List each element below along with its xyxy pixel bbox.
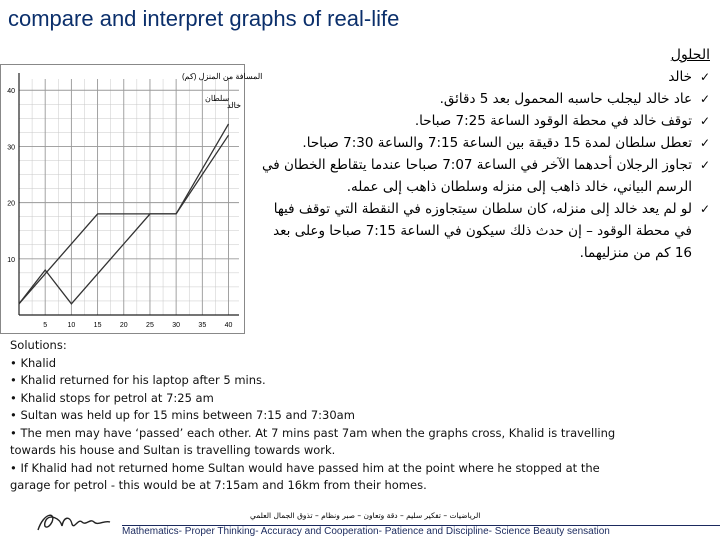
solution-line: • The men may have ‘passed’ each other. At 7 mins past 7am when the graphs cross, Khalid is travelling: [10, 425, 616, 440]
checkmark-icon: ✓: [699, 70, 710, 84]
x-tick-label: 35: [198, 322, 207, 329]
x-tick-label: 25: [146, 322, 154, 329]
x-tick-label: 5: [43, 322, 48, 329]
arabic-item: ✓ خالد: [260, 66, 710, 88]
solution-line: • If Khalid had not returned home Sultan would have passed him at the point where he stopped at the: [10, 460, 600, 475]
checkmark-icon: ✓: [699, 136, 710, 150]
footer-arabic: الرياضيات – تفكير سليم – دقة وتعاون – صبر ونظام – تذوق الجمال العلمي: [250, 511, 481, 520]
arabic-solutions: [260, 44, 710, 264]
footer-english: Mathematics- Proper Thinking- Accuracy and Cooperation- Patience and Discipline- Science Beauty sensation: [122, 525, 720, 537]
arabic-item: ✓ عاد خالد ليجلب حاسبه المحمول بعد 5 دقائق.: [260, 88, 710, 110]
series-label-khalid: خالد: [227, 101, 242, 110]
x-tick-label: 40: [224, 322, 233, 329]
solution-line: garage for petrol - this would be at 7:15am and 16km from their homes.: [10, 478, 427, 492]
checkmark-icon: ✓: [699, 92, 710, 106]
solution-line: • Khalid stops for petrol at 7:25 am: [10, 390, 214, 405]
arabic-item: ✓ لو لم يعد خالد إلى منزله، كان سلطان سيتجاوزه في النقطة التي توقف فيها في محطة الوقود – إن حدث ذلك سيكون في الساعة 7:15 صباحا وعلى بعد 16 كم من منزليهما.: [260, 198, 710, 264]
checkmark-icon: ✓: [699, 114, 710, 128]
arabic-item: ✓ توقف خالد في محطة الوقود الساعة 7:25 صباحا.: [260, 110, 710, 132]
arabic-item: ✓ تعطل سلطان لمدة 15 دقيقة بين الساعة 7:15 والساعة 7:30 صباحا.: [260, 132, 710, 154]
solution-line: Solutions:: [10, 338, 67, 352]
x-tick-label: 30: [172, 322, 181, 329]
graph-svg: [1, 65, 246, 335]
y-tick-label: 20: [7, 200, 15, 208]
x-tick-label: 10: [67, 322, 76, 329]
arabic-item: ✓ تجاوز الرجلان أحدهما الآخر في الساعة 7:07 صباحا عندما يتقاطع الخطان في الرسم البياني، خالد ذاهب إلى منزله وسلطان ذاهب إلى عمله.: [260, 154, 710, 198]
x-tick-label: 15: [93, 322, 102, 329]
checkmark-icon: ✓: [699, 202, 710, 216]
english-solutions: [10, 337, 710, 495]
signature-logo: [34, 508, 114, 536]
y-tick-label: 10: [7, 256, 15, 264]
distance-time-graph: [0, 64, 245, 334]
series-label-sultan: سلطان: [205, 94, 230, 103]
y-tick-label: 30: [7, 144, 15, 152]
solution-line: • Sultan was held up for 15 mins between 7:15 and 7:30am: [10, 408, 355, 422]
solution-line: • Khalid: [10, 355, 57, 370]
solution-line: • Khalid returned for his laptop after 5 mins.: [10, 373, 266, 387]
solution-line: towards his house and Sultan is travelling towards work.: [10, 443, 336, 457]
x-tick-label: 20: [119, 322, 128, 329]
checkmark-icon: ✓: [699, 158, 710, 172]
arabic-heading: الحلول: [670, 47, 710, 63]
page-title: compare and interpret graphs of real-life: [8, 6, 400, 31]
graph-axis-title: المسافة من المنزل (كم): [182, 72, 263, 81]
y-tick-label: 40: [7, 88, 15, 96]
